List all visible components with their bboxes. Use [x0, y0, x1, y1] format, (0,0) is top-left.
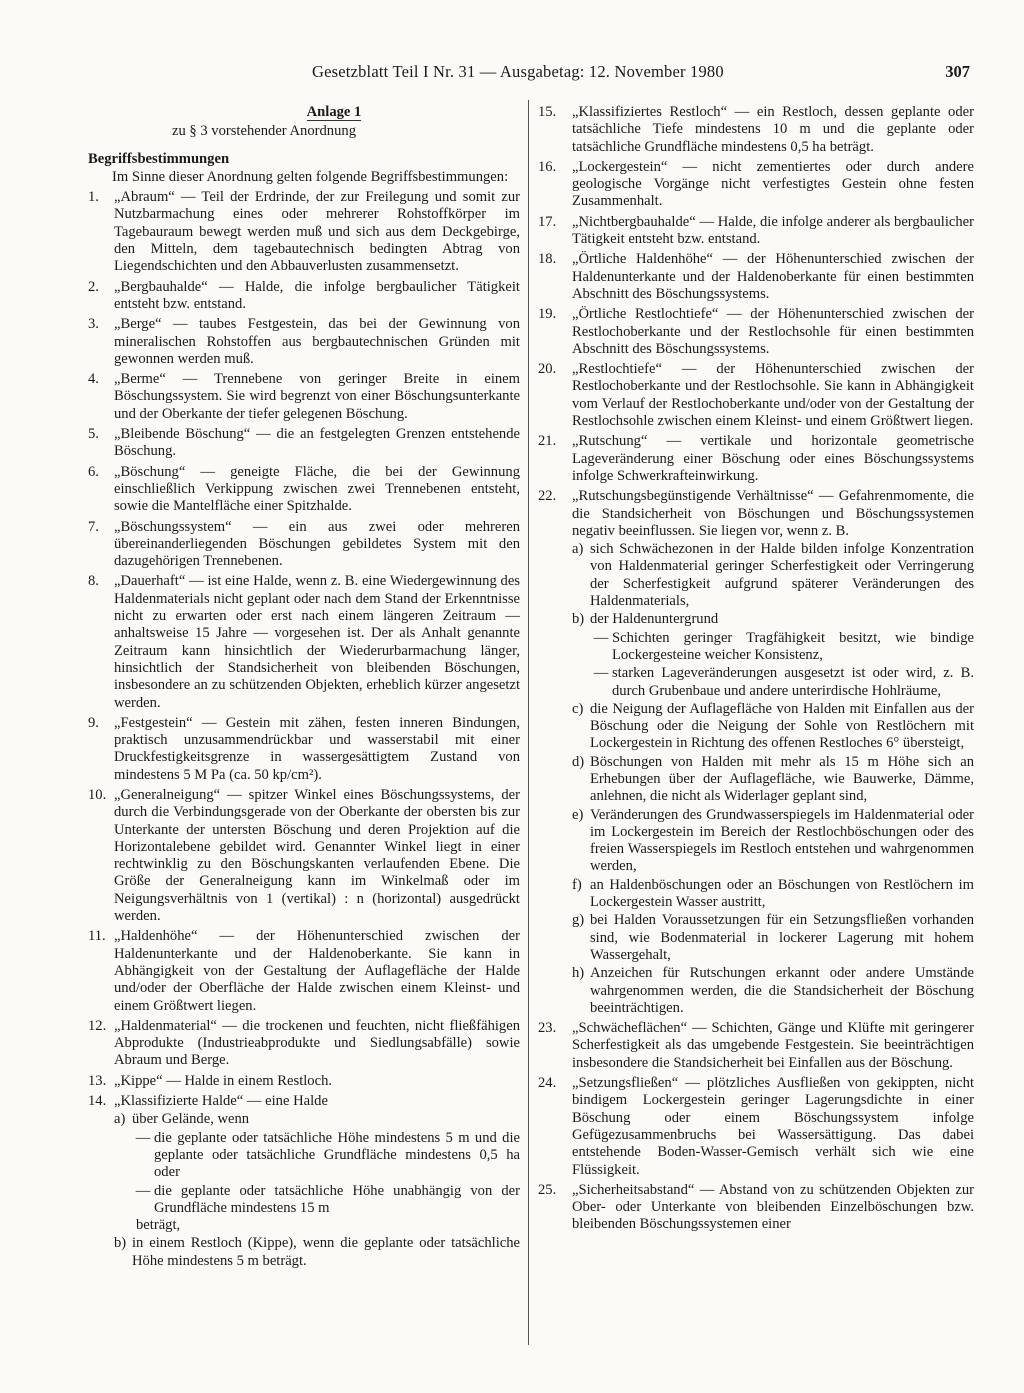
sub-item: g) bei Halden Voraussetzungen für ein Setzungsfließen vorhanden sind, wie Bodenmaterial in lockerer Lagerung mit hohem Wassergehalt, [572, 912, 974, 963]
item14-subitems [88, 1111, 520, 1270]
definition-item: 21. „Rutschung“ — vertikale und horizontale geometrische Lageveränderung einer Böschung oder eines Böschungssystems infolge Schwerkrafteinwirkung. [538, 433, 974, 484]
sub-item: c) die Neigung der Auflagefläche von Halden mit Einfallen aus der Böschung oder die Neigung der Sohle von Restlöchern mit Lockergestein in Richtung des offenen Restloches 6° übersteigt, [572, 700, 974, 752]
item22-subitems [538, 541, 974, 1017]
sub-item-continuation: beträgt, [136, 1217, 181, 1234]
dash-item: — die geplante oder tatsächliche Höhe unabhängig von der Grundfläche mindestens 15 m [135, 1182, 520, 1216]
sub-item: d) Böschungen von Halden mit mehr als 15 m Höhe sich an Erhebungen über der Auflagefläche, wie Bauwerke, Dämme, anlehnen, die nicht als Widerlager geplant sind, [572, 753, 974, 805]
column-divider [528, 100, 529, 1345]
header-title: Gesetzblatt Teil I Nr. 31 — Ausgabetag: 12. November 1980 [312, 62, 724, 81]
sub-item: b) der Haldenuntergrund [572, 611, 719, 628]
left-column [88, 104, 520, 1270]
dash-item: — die geplante oder tatsächliche Höhe mindestens 5 m und die geplante oder tatsächliche Grundfläche mindestens 0,5 ha oder [135, 1129, 520, 1181]
intro-paragraph: Im Sinne dieser Anordnung gelten folgende Begriffsbestimmungen: [112, 168, 509, 185]
dash-item: — starken Lageveränderungen ausgesetzt ist oder wird, z. B. durch Grubenbaue und andere unterirdische Hohlräume, [593, 665, 974, 699]
definition-item: 1. „Abraum“ — Teil der Erdrinde, der zur Freilegung und somit zur Nutzbarmachung eines oder mehrerer Rohstoffkörper im Tagebauraum bewegt werden muß und sich aus dem Deckgebirge, den Mitteln, dem tagebautechnisch bedingten Abtrag von Liegendschichten und den Abbauverlusten zusammensetzt. [88, 189, 520, 275]
sub-item: b) in einem Restloch (Kippe), wenn die geplante oder tatsächliche Höhe mindestens 5 m beträgt. [114, 1235, 520, 1269]
definition-item: 2. „Bergbauhalde“ — Halde, die infolge bergbaulicher Tätigkeit entsteht bzw. entstand. [88, 278, 520, 312]
definition-item: 23. „Schwächeflächen“ — Schichten, Gänge und Klüfte mit geringerer Scherfestigkeit als das umgebende Festgestein. Sie beeinträchtigen insbesondere die Standsicherheit bei Einfallen aus der Böschung. [538, 1020, 974, 1071]
sub-item: f) an Haldenböschungen oder an Böschungen von Restlöchern im Lockergestein Wasser austritt, [572, 876, 974, 911]
definition-item: 15. „Klassifiziertes Restloch“ — ein Restloch, dessen geplante oder tatsächliche Tiefe mindestens 10 m und die geplante oder tatsächliche Grundfläche mindestens 0,5 ha beträgt. [538, 104, 974, 155]
sub-item: a) über Gelände, wenn [114, 1111, 250, 1128]
annex-title: Anlage 1 [306, 104, 362, 120]
definition-item: 9. „Festgestein“ — Gestein mit zähen, festen inneren Bindungen, praktisch unzusammendrückbar und wasserstabil mit einer Druckfestigkeitsgrenze in wassergesättigtem Zustand von mindestens 5 M Pa (ca. 50 kp/cm²). [88, 714, 520, 783]
definition-item: 5. „Bleibende Böschung“ — die an festgelegten Grenzen entstehende Böschung. [88, 426, 520, 460]
definition-item: 11. „Haldenhöhe“ — der Höhenunterschied zwischen der Haldenunterkante und der Haldenoberkante. Sie kann in Abhängigkeit von der Gestaltung der Auflagefläche der Halde und/oder der Oberfläche der Halde zwischen einem Kleinst- und einem Größtwert liegen. [88, 928, 520, 1014]
definition-item: 20. „Restlochtiefe“ — der Höhenunterschied zwischen der Restlochoberkante und der Restlochsohle. Sie kann in Abhängigkeit vom Verlauf der Restlochoberkante und/oder von der Gestaltung der Restlochsohle zwischen einem Kleinst- und einem Größtwert liegen. [538, 361, 974, 430]
page-header [80, 60, 970, 84]
definition-item: 25. „Sicherheitsabstand“ — Abstand von zu schützenden Objekten zur Ober- oder Unterkante von bleibenden Einzelböschungen bzw. bleibenden Böschungssystemen einer [538, 1181, 974, 1233]
definition-item: 10. „Generalneigung“ — spitzer Winkel eines Böschungssystems, der durch die Verbindungsgerade von der Oberkante der obersten bis zur Unterkante der untersten Böschung und deren Projektion auf die Horizontalebene gebildet wird. Genannter Winkel liegt in einer rechtwinklig zu den Böschungskanten verlaufenden Ebene. Die Größe der Generalneigung kann im Winkelmaß oder im Neigungsverhältnis von 1 (vertikal) : n (horizontal) ausgedrückt werden. [88, 786, 520, 925]
definition-item: 7. „Böschungssystem“ — ein aus zwei oder mehreren übereinanderliegenden Böschungen gebildetes System mit den dazugehörigen Trennebenen. [88, 518, 520, 570]
page-number: 307 [945, 62, 970, 81]
annex-reference: zu § 3 vorstehender Anordnung [171, 123, 356, 140]
definition-item: 16. „Lockergestein“ — nicht zementiertes oder durch andere geologische Vorgänge nicht verfestigtes Gestein ohne festen Zusammenhalt. [538, 158, 974, 210]
definition-item: 19. „Örtliche Restlochtiefe“ — der Höhenunterschied zwischen der Restlochoberkante und der Restlochsohle für einen bestimmten Abschnitt des Böschungssystems. [538, 306, 974, 357]
definition-item: 4. „Berme“ — Trennebene von geringer Breite in einem Böschungssystem. Sie wird begrenzt von einer Böschungsunterkante und der Oberkante der tiefer gelegenen Böschung. [88, 371, 520, 422]
sub-item: a) sich Schwächezonen in der Halde bilden infolge Konzentration von Haldenmaterial geringer Scherfestigkeit oder Verringerung der Scherfestigkeit aufgrund späterer Veränderungen des Haldenmaterials, [572, 541, 974, 610]
definition-item: 17. „Nichtbergbauhalde“ — Halde, die infolge anderer als bergbaulicher Tätigkeit entsteht bzw. entstand. [538, 213, 974, 248]
section-heading: Begriffsbestimmungen [88, 150, 230, 167]
dash-item: — Schichten geringer Tragfähigkeit besitzt, wie bindige Lockergesteine weicher Konsistenz, [593, 629, 974, 663]
sub-item: e) Veränderungen des Grundwasserspiegels im Haldenmaterial oder im Lockergestein im Bereich der Restlochböschungen oder des freien Wasserspiegels im Restloch entstehen und wahrgenommen werden, [572, 806, 974, 875]
definition-item: 8. „Dauerhaft“ — ist eine Halde, wenn z. B. eine Wiedergewinnung des Haldenmaterials nicht geplant oder nach dem Stand der Erkenntnisse nicht zu erwarten oder erst nach einem längeren Zeitraum — anhaltsweise 15 Jahre — vorgesehen ist. Der als Anhalt genannte Zeitraum kann hinsichtlich der Wiederurbarmachung länger, hinsichtlich der Standsicherheit von bleibenden Böschungen, insbesondere an zu schützenden Objekten, erheblich kürzer angesetzt werden. [88, 573, 520, 711]
definition-item: 6. „Böschung“ — geneigte Fläche, die bei der Gewinnung einschließlich Verkippung zwischen zwei Trennebenen entsteht, sowie die Mantelfläche einer Spitzhalde. [88, 463, 520, 515]
definition-item: 14. „Klassifizierte Halde“ — eine Halde [88, 1093, 328, 1110]
definition-item: 12. „Haldenmaterial“ — die trockenen und feuchten, nicht fließfähigen Abprodukte (Industrieabprodukte und Siedlungsabfälle) sowie Abraum und Berge. [88, 1017, 520, 1069]
definition-item: 3. „Berge“ — taubes Festgestein, das bei der Gewinnung von mineralischen Rohstoffen aus bergbautechnischen Gründen mit gewonnen werden muß. [88, 316, 520, 367]
definition-item: 13. „Kippe“ — Halde in einem Restloch. [88, 1072, 333, 1089]
definition-item: 22. „Rutschungsbegünstigende Verhältnisse“ — Gefahrenmomente, die die Standsicherheit von Böschungen und Böschungssystemen negativ beeinflussen. Sie liegen vor, wenn z. B. [538, 488, 974, 539]
right-column [538, 104, 974, 1234]
definition-item: 24. „Setzungsfließen“ — plötzliches Ausfließen von gekippten, nicht bindigem Lockergestein geringer Lagerungsdichte in einer Böschung oder einem Böschungssystem infolge Gefügezusammenbruchs bei Wassersättigung. Das dabei entstehende Boden-Wasser-Gemisch verhält sich wie eine Flüssigkeit. [538, 1075, 974, 1178]
definition-item: 18. „Örtliche Haldenhöhe“ — der Höhenunterschied zwischen der Haldenunterkante und der Haldenoberkante für einen bestimmten Abschnitt des Böschungssystems. [538, 251, 974, 302]
sub-item: h) Anzeichen für Rutschungen erkannt oder andere Umstände wahrgenommen werden, die die Standsicherheit der Böschung beeinträchtigen. [572, 965, 974, 1016]
